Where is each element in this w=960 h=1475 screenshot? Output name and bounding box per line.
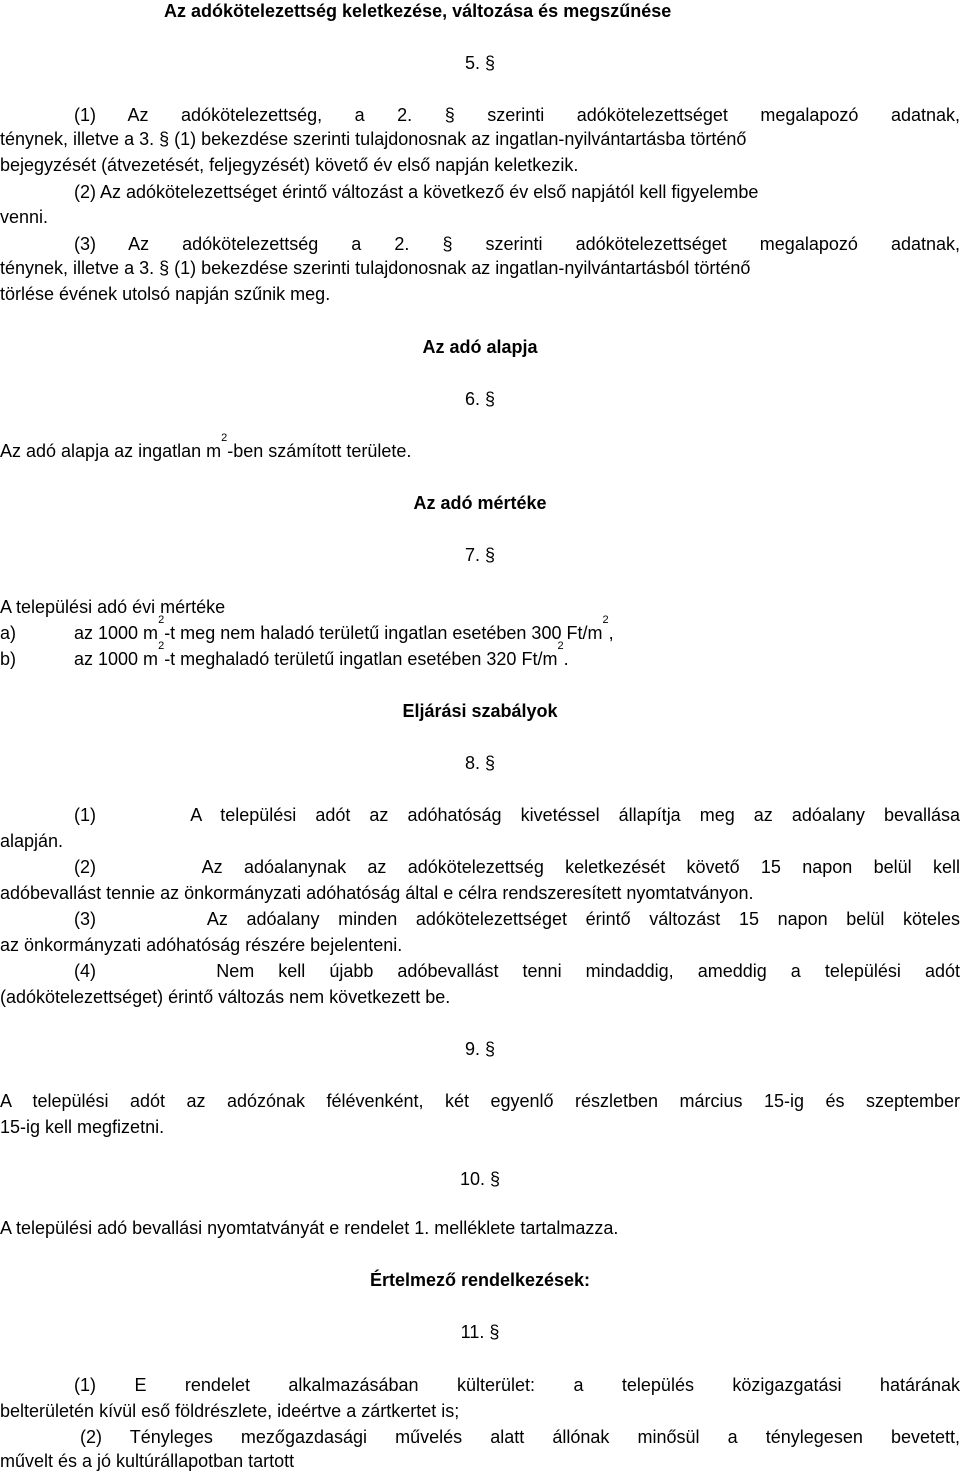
superscript-2: 2 — [158, 614, 165, 626]
section-10-number: 10. § — [459, 1169, 501, 1189]
section-11-heading: Értelmező rendelkezések: — [369, 1270, 591, 1290]
section-7-item-b — [0, 640, 960, 670]
section-7-intro: A települési adó évi mértéke — [0, 597, 226, 617]
document-title: Az adókötelezettség keletkezése, változása és megszűnése — [164, 1, 672, 21]
section-11-para-1-line-2: belterületén kívül eső földrészlete, ideértve a zártkertet is; — [0, 1401, 460, 1421]
section-8-para-1-line-2: alapján. — [0, 831, 64, 851]
item-b-text-2: -t meghaladó területű ingatlan esetében 320 Ft/m — [164, 649, 558, 669]
item-b-label: b) — [0, 649, 17, 669]
item-a-text-3: , — [608, 623, 614, 643]
section-11-number: 11. § — [460, 1322, 500, 1342]
section-5-para-1-line-2: ténynek, illetve a 3. § (1) bekezdése szerinti tulajdonosnak az ingatlan-nyilvántartásba történő — [0, 129, 747, 149]
section-7-heading: Az adó mértéke — [413, 493, 547, 513]
superscript-2: 2 — [557, 640, 564, 652]
section-8-heading: Eljárási szabályok — [402, 701, 558, 721]
section-5-para-3-line-1: (3) Az adókötelezettség a 2. § szerinti adókötelezettséget megalapozó adatnak, — [74, 234, 960, 254]
section-6-text-b: -ben számított területe. — [227, 441, 412, 461]
section-8-para-3-line-2: az önkormányzati adóhatóság részére bejelenteni. — [0, 935, 403, 955]
superscript-2: 2 — [221, 432, 228, 444]
section-7-number: 7. § — [464, 545, 496, 565]
superscript-2: 2 — [158, 640, 165, 652]
section-8-para-1-line-1: (1) A települési adót az adóhatóság kivetéssel állapítja meg az adóalany bevallása — [74, 805, 960, 825]
item-a-text-1: az 1000 m — [74, 623, 159, 643]
section-5-para-2-line-2: venni. — [0, 207, 49, 227]
section-8-para-2-line-1: (2) Az adóalanynak az adókötelezettség keletkezését követő 15 napon belül kell — [74, 857, 960, 877]
section-5-number: 5. § — [464, 53, 496, 73]
section-11-para-2-line-2: művelt és a jó kultúrállapotban tartott — [0, 1451, 295, 1471]
section-5-para-2-line-1: (2) Az adókötelezettséget érintő változást a következő év első napjától kell figyelembe — [74, 182, 759, 202]
item-a-label: a) — [0, 623, 17, 643]
section-7-item-a — [0, 614, 960, 644]
section-6-heading: Az adó alapja — [422, 337, 538, 357]
section-5-para-1-line-1: (1) Az adókötelezettség, a 2. § szerinti adókötelezettséget megalapozó adatnak, — [74, 105, 960, 125]
section-6-text — [0, 432, 960, 462]
section-5-para-3-line-3: törlése évének utolsó napján szűnik meg. — [0, 284, 331, 304]
section-9-number: 9. § — [464, 1039, 496, 1059]
section-8-para-3-line-1: (3) Az adóalany minden adókötelezettséget érintő változást 15 napon belül köteles — [74, 909, 960, 929]
section-8-para-4-line-2: (adókötelezettséget) érintő változás nem következett be. — [0, 987, 451, 1007]
item-b-text-3: . — [563, 649, 569, 669]
item-a-text-2: -t meg nem haladó területű ingatlan esetében 300 Ft/m — [164, 623, 603, 643]
section-8-para-4-line-1: (4) Nem kell újabb adóbevallást tenni mindaddig, ameddig a települési adót — [74, 961, 960, 981]
section-8-para-2-line-2: adóbevallást tennie az önkormányzati adóhatóság által e célra rendszeresített nyomtatványon. — [0, 883, 754, 903]
superscript-2: 2 — [602, 614, 609, 626]
section-11-para-2-line-1: (2) Tényleges mezőgazdasági művelés alatt állónak minősül a ténylegesen bevetett, — [80, 1427, 960, 1447]
section-6-number: 6. § — [464, 389, 496, 409]
section-10-line-1: A települési adó bevallási nyomtatványát e rendelet 1. melléklete tartalmazza. — [0, 1218, 619, 1238]
section-11-para-1-line-1: (1) E rendelet alkalmazásában külterület: a település közigazgatási határának — [74, 1375, 960, 1395]
section-5-para-1-line-3: bejegyzését (átvezetését, feljegyzését) követő év első napján keletkezik. — [0, 155, 579, 175]
section-5-para-3-line-2: ténynek, illetve a 3. § (1) bekezdése szerinti tulajdonosnak az ingatlan-nyilvántartásból történő — [0, 258, 751, 278]
section-6-text-a: Az adó alapja az ingatlan m — [0, 441, 222, 461]
section-9-line-2: 15-ig kell megfizetni. — [0, 1117, 165, 1137]
item-b-text-1: az 1000 m — [74, 649, 159, 669]
section-9-line-1: A települési adót az adózónak félévenként, két egyenlő részletben március 15-ig és szeptember — [0, 1091, 960, 1111]
section-8-number: 8. § — [464, 753, 496, 773]
